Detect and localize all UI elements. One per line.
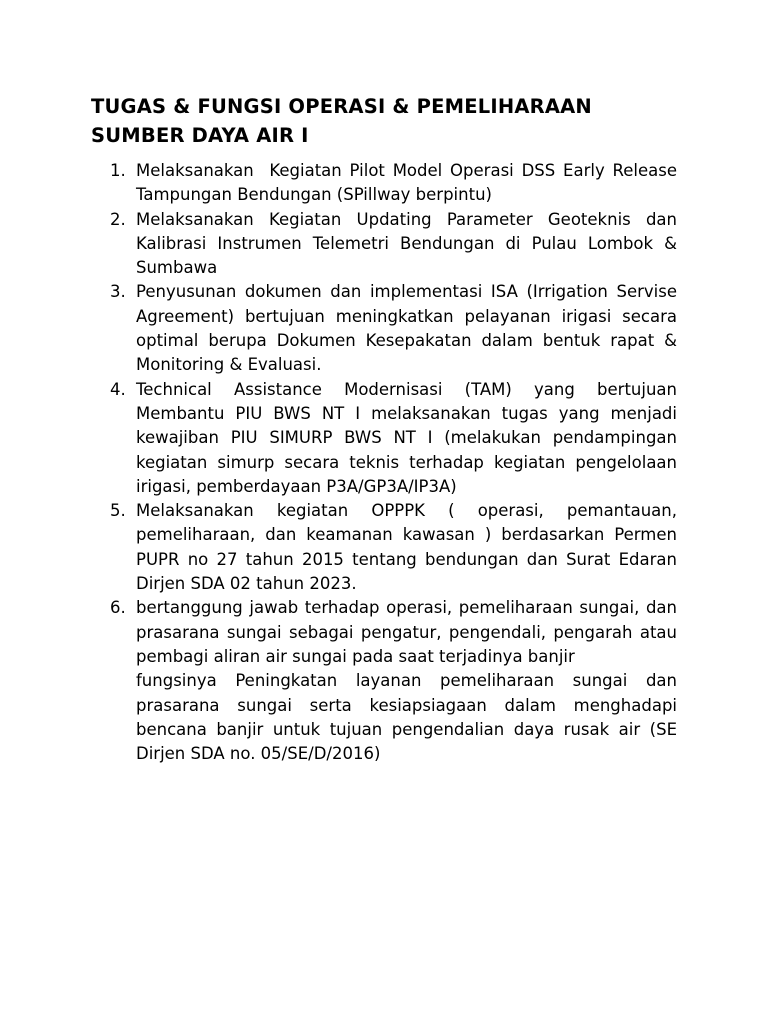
list-item [110,596,683,766]
item-text: Penyusunan dokumen dan implementasi ISA (Irrigation Servise Agreement) bertujuan meningkatkan pelayanan irigasi secara optimal berupa Dokumen Kesepakatan dalam bentuk rapat & Monitoring & Evaluasi. [136,282,683,375]
task-list [110,159,683,766]
item-text: bertanggung jawab terhadap operasi, pemeliharaan sungai, dan prasarana sungai sebagai pengatur, pengendali, pengarah atau pembagi aliran air sungai pada saat terjadinya banjir [136,598,683,666]
document-title [91,92,691,150]
item-number: 2. [110,209,126,229]
item-number: 3. [110,282,126,302]
list-item [110,378,683,499]
item-text: Melaksanakan Kegiatan Updating Parameter Geoteknis dan Kalibrasi Instrumen Telemetri Bendungan di Pulau Lombok & Sumbawa [136,209,683,278]
item-number: 5. [110,501,126,521]
document-title-line-1: TUGAS & FUNGSI OPERASI & PEMELIHARAAN [91,95,592,118]
document-title-line-2: SUMBER DAYA AIR I [91,124,309,147]
item-text: Melaksanakan Kegiatan Pilot Model Operasi DSS Early Release Tampungan Bendungan (SPillway berpintu) [136,161,683,205]
item-number: 1. [110,161,126,180]
list-item [110,499,683,596]
item-number: 6. [110,598,126,618]
list-item [110,159,683,208]
item-continuation-text: fungsinya Peningkatan layanan pemeliharaan sungai dan prasarana sungai serta kesiapsiagaan dalam menghadapi bencana banjir untuk tujuan pengendalian daya rusak air (SE Dirjen SDA no. 05/SE/D/2016) [136,671,683,764]
item-text: Technical Assistance Modernisasi (TAM) yang bertujuan Membantu PIU BWS NT I melaksanakan tugas yang menjadi kewajiban PIU SIMURP BWS NT I (melakukan pendampingan kegiatan simurp secara teknis terhadap kegiatan pengelolaan irigasi, pemberdayaan P3A/GP3A/IP3A) [136,379,683,496]
item-number: 4. [110,379,126,399]
list-item [110,208,683,281]
list-item [110,280,683,377]
item-text: Melaksanakan kegiatan OPPPK ( operasi, pemantauan, pemeliharaan, dan keamanan kawasan ) berdasarkan Permen PUPR no 27 tahun 2015 tentang bendungan dan Surat Edaran Dirjen SDA 02 tahun 2023. [136,501,683,594]
